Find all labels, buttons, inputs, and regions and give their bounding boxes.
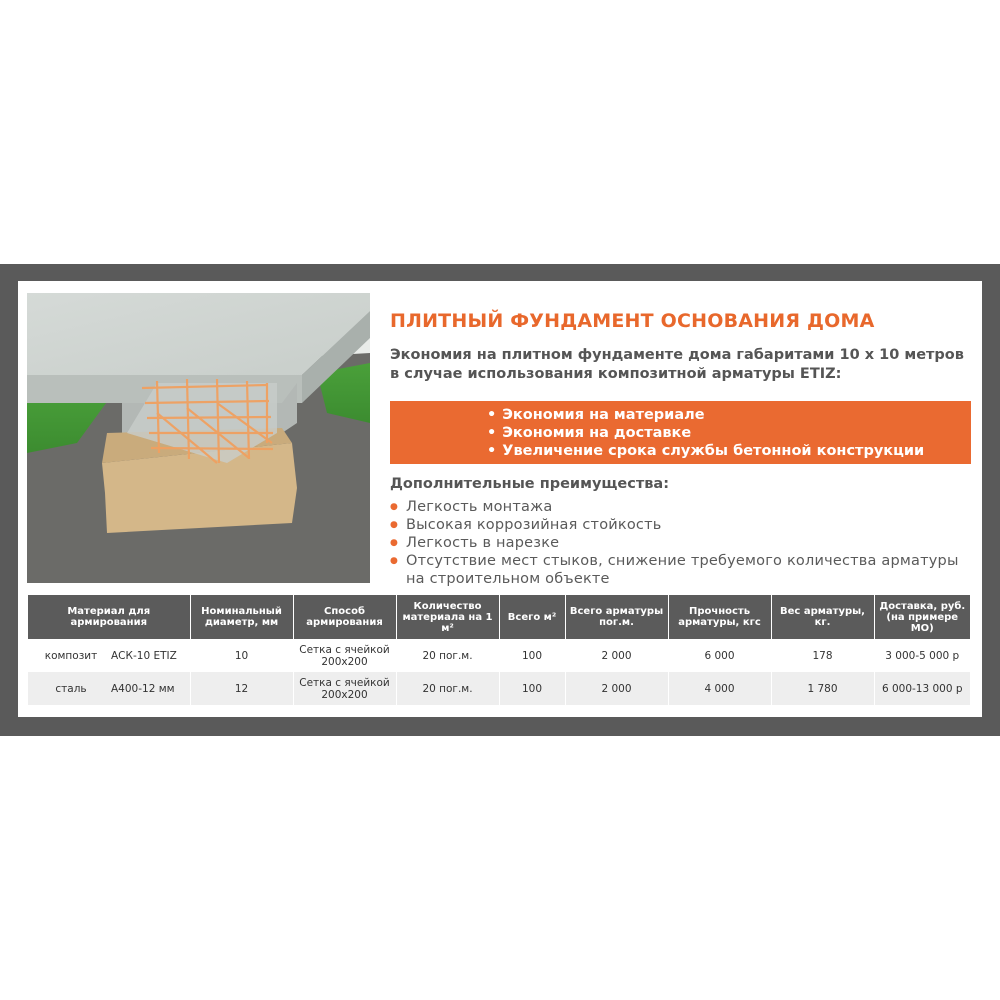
extra-advantages-title: Дополнительные преимущества: bbox=[390, 476, 670, 492]
intro-line: Экономия на плитном фундаменте дома габаритами 10 х 10 метров bbox=[390, 347, 964, 363]
highlight-item: • Экономия на материале bbox=[487, 406, 971, 424]
header-diameter: Номинальный диаметр, мм bbox=[190, 595, 293, 639]
diameter-cell: 12 bbox=[190, 672, 293, 705]
table-header-row bbox=[28, 595, 970, 639]
strength-cell: 4 000 bbox=[668, 672, 771, 705]
extra-advantages-list bbox=[390, 498, 980, 588]
advantage-item: ● Легкость монтажа bbox=[390, 498, 980, 516]
highlight-item: • Экономия на доставке bbox=[487, 424, 971, 442]
header-strength: Прочность арматуры, кгс bbox=[668, 595, 771, 639]
foundation-illustration bbox=[27, 293, 370, 583]
delivery-cell: 6 000-13 000 р bbox=[874, 672, 970, 705]
delivery-cell: 3 000-5 000 р bbox=[874, 639, 970, 672]
weight-cell: 178 bbox=[771, 639, 874, 672]
total-area-cell: 100 bbox=[499, 672, 565, 705]
header-total-area: Всего м² bbox=[499, 595, 565, 639]
material-cell bbox=[28, 639, 190, 672]
total-rebar-cell: 2 000 bbox=[565, 639, 668, 672]
method-cell: Сетка с ячейкой 200х200 bbox=[293, 672, 396, 705]
comparison-table bbox=[28, 595, 970, 705]
advantage-item: ● Высокая коррозийная стойкость bbox=[390, 516, 980, 534]
material-cell bbox=[28, 672, 190, 705]
diameter-cell: 10 bbox=[190, 639, 293, 672]
strength-cell: 6 000 bbox=[668, 639, 771, 672]
material-name: композит bbox=[44, 649, 98, 662]
highlight-item: • Увеличение срока службы бетонной конструкции bbox=[487, 442, 971, 460]
header-delivery: Доставка, руб. (на примере МО) bbox=[874, 595, 970, 639]
intro-line: в случае использования композитной арматуры ETIZ: bbox=[390, 366, 842, 382]
header-weight: Вес арматуры, кг. bbox=[771, 595, 874, 639]
highlights-band bbox=[390, 401, 971, 464]
table-row bbox=[28, 672, 970, 705]
total-area-cell: 100 bbox=[499, 639, 565, 672]
page-title: ПЛИТНЫЙ ФУНДАМЕНТ ОСНОВАНИЯ ДОМА bbox=[390, 310, 875, 332]
material-name: сталь bbox=[55, 682, 87, 695]
method-cell: Сетка с ячейкой 200х200 bbox=[293, 639, 396, 672]
intro-text bbox=[390, 346, 970, 384]
table-row bbox=[28, 639, 970, 672]
advantage-item: ● Легкость в нарезке bbox=[390, 534, 980, 552]
header-method: Способ армирования bbox=[293, 595, 396, 639]
header-material: Материал для армирования bbox=[28, 595, 190, 639]
advantage-item: ● Отсутствие мест стыков, снижение требуемого количества арматуры на строительном объекте bbox=[390, 552, 980, 588]
total-rebar-cell: 2 000 bbox=[565, 672, 668, 705]
material-brand: А400-12 мм bbox=[111, 682, 175, 695]
qty-cell: 20 пог.м. bbox=[396, 672, 499, 705]
header-qty: Количество материала на 1 м² bbox=[396, 595, 499, 639]
qty-cell: 20 пог.м. bbox=[396, 639, 499, 672]
header-total-rebar: Всего арматуры пог.м. bbox=[565, 595, 668, 639]
material-brand: АСК-10 ETIZ bbox=[111, 649, 177, 662]
weight-cell: 1 780 bbox=[771, 672, 874, 705]
